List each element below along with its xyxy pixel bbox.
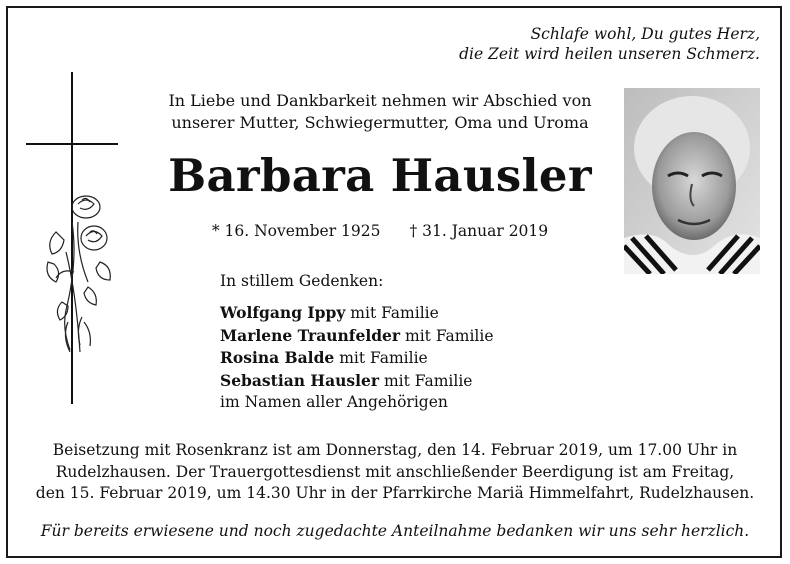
intro-text <box>150 90 610 134</box>
burial-line-2: Rudelzhausen. Der Trauergottesdienst mit anschließender Beerdigung ist am Freitag, <box>55 462 735 481</box>
mourner-suffix: mit Familie <box>345 304 439 322</box>
mourner-name: Rosina Balde <box>220 348 335 367</box>
motto <box>459 24 760 64</box>
mourner-suffix: mit Familie <box>400 326 494 345</box>
mourners-closing: im Namen aller Angehörigen <box>220 393 448 411</box>
burial-line-1: Beisetzung mit Rosenkranz ist am Donnerstag, den 14. Februar 2019, um 17.00 Uhr in <box>52 441 738 459</box>
burial-info <box>10 440 780 505</box>
life-dates <box>150 220 610 242</box>
motto-line-2: die Zeit wird heilen unseren Schmerz. <box>459 45 760 63</box>
intro-line-1: In Liebe und Dankbarkeit nehmen wir Abschied von <box>168 91 592 110</box>
mourner-suffix: mit Familie <box>379 371 473 390</box>
death-date: † 31. Januar 2019 <box>409 222 549 240</box>
motto-line-1: Schlafe wohl, Du gutes Herz, <box>530 25 760 43</box>
mourner-item <box>220 325 494 348</box>
mourner-name: Sebastian Hausler <box>220 370 380 390</box>
mourner-item <box>220 347 494 370</box>
birth-date: * 16. November 1925 <box>211 222 381 240</box>
burial-line-3: den 15. Februar 2019, um 14.30 Uhr in der Pfarrkirche Mariä Himmelfahrt, Rudelzhausen. <box>35 484 755 502</box>
mourners-list <box>220 302 494 414</box>
cross-with-roses-icon <box>26 72 122 404</box>
memory-heading: In stillem Gedenken: <box>220 272 384 290</box>
mourner-name: Wolfgang Ippy <box>220 303 346 322</box>
intro-line-2: unserer Mutter, Schwiegermutter, Oma und Uroma <box>171 113 589 132</box>
mourner-name: Marlene Traunfelder <box>220 325 401 345</box>
portrait-photo <box>624 88 760 274</box>
deceased-name: Barbara Hausler <box>168 149 592 202</box>
mourner-suffix: mit Familie <box>334 349 428 367</box>
thanks-text: Für bereits erwiesene und noch zugedachte Anteilnahme bedanken wir uns sehr herzlich. <box>40 522 750 540</box>
mourner-item <box>220 370 494 393</box>
mourner-item <box>220 302 494 325</box>
